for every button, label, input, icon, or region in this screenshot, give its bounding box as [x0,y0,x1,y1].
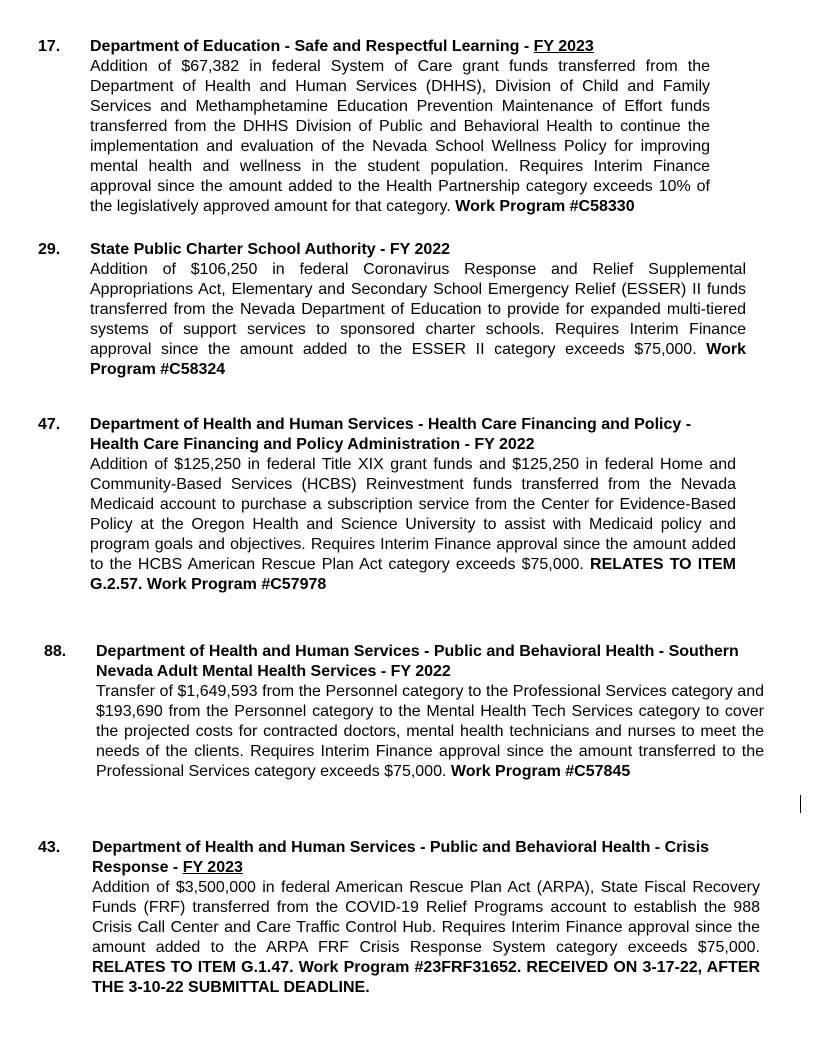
agenda-item-47 [38,415,736,595]
item-heading: Department of Health and Human Services - Public and Behavioral Health - Southern Nevada Adult Mental Health Services - FY 2022 [96,643,739,680]
agenda-item-88 [44,642,764,782]
item-content [92,838,760,998]
agenda-item-29 [38,240,746,380]
agenda-item-43 [38,838,760,998]
item-heading [90,37,710,57]
fiscal-year: FY 2023 [533,38,594,55]
work-program-ref: Work Program #C57845 [450,763,631,780]
heading-text: Department of Health and Human Services - Public and Behavioral Health - Crisis Response - [92,839,710,876]
item-number: 43. [38,839,61,856]
item-content [90,37,710,217]
item-heading: State Public Charter School Authority - FY 2022 [90,241,451,258]
item-heading [92,838,760,878]
item-number: 29. [38,241,61,258]
body-text: Addition of $106,250 in federal Coronavirus Response and Relief Supplemental Appropriations Act, Elementary and Secondary School Emergency Relief (ESSER) II funds transferred from the Nevada Department of Education to provide for expanded multi-tiered systems of support services to sponsored charter schools. Requires Interim Finance approval since the amount added to the ESSER II category exceeds $75,000. [90,261,746,358]
work-program-ref: RELATES TO ITEM G.1.47. Work Program #23FRF31652. RECEIVED ON 3-17-22, AFTER THE 3-10-22 SUBMITTAL DEADLINE. [92,959,760,996]
item-body [90,260,746,380]
item-number: 17. [38,38,61,55]
item-body [96,682,764,782]
heading-text: Department of Education - Safe and Respectful Learning - [90,38,534,55]
item-number: 88. [44,643,67,660]
item-body [92,878,760,998]
work-program-ref: Work Program #C58330 [455,198,635,215]
item-body [90,455,736,595]
item-heading: Department of Health and Human Services - Health Care Financing and Policy - Health Care Financing and Policy Administration - FY 2022 [90,416,692,453]
body-text: Transfer of $1,649,593 from the Personnel category to the Professional Services category and $193,690 from the Personnel category to the Mental Health Tech Services category to cover the projected costs for contracted doctors, mental health technicians and nurses to meet the needs of the clients. Requires Interim Finance approval since the amount transferred to the Professional Services category exceeds $75,000. [96,683,764,780]
item-content [90,240,746,380]
work-program-ref: Work Program #C58324 [90,341,746,378]
item-content [90,415,736,595]
body-text: Addition of $67,382 in federal System of Care grant funds transferred from the Department of Health and Human Services (DHHS), Division of Child and Family Services and Methamphetamine Education Prevention Maintenance of Effort funds transferred from the DHHS Division of Public and Behavioral Health to continue the implementation and evaluation of the Nevada School Wellness Policy for improving mental health and wellness in the student population. Requires Interim Finance approval since the amount added to the Health Partnership category exceeds 10% of the legislatively approved amount for that category. [90,58,710,215]
item-content [96,642,764,782]
item-number: 47. [38,416,61,433]
body-text: Addition of $3,500,000 in federal American Rescue Plan Act (ARPA), State Fiscal Recovery Funds (FRF) transferred from the COVID-19 Relief Programs account to establish the 988 Crisis Call Center and Care Traffic Control Hub. Requires Interim Finance approval since the amount added to the ARPA FRF Crisis Response System category exceeds $75,000. [92,879,760,956]
work-program-ref: RELATES TO ITEM G.2.57. Work Program #C57978 [90,556,736,593]
text-cursor [800,795,801,813]
fiscal-year: FY 2023 [182,859,243,876]
agenda-item-17 [38,37,710,217]
item-body [90,57,710,217]
body-text: Addition of $125,250 in federal Title XIX grant funds and $125,250 in federal Home and Community-Based Services (HCBS) Reinvestment funds transferred from the Nevada Medicaid account to purchase a subscription service from the Center for Evidence-Based Policy at the Oregon Health and Science University to assist with Medicaid policy and program goals and objectives. Requires Interim Finance approval since the amount added to the HCBS American Rescue Plan Act category exceeds $75,000. [90,456,736,573]
